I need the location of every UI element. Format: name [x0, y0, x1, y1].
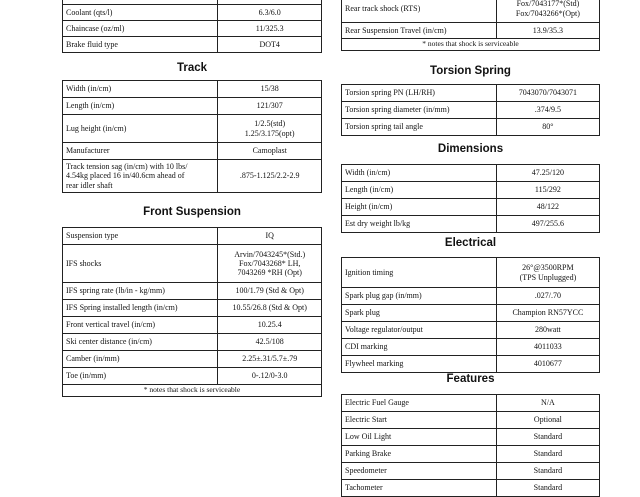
table-row	[63, 143, 322, 160]
spec-label: Parking Brake	[342, 446, 497, 463]
table-row	[63, 21, 322, 37]
spec-value: Champion RN57YCC	[496, 305, 599, 322]
table-row	[63, 351, 322, 368]
spec-label: IFS shocks	[63, 245, 218, 283]
spec-label: Front vertical travel (in/cm)	[63, 317, 218, 334]
spec-label: CDI marking	[342, 339, 497, 356]
spec-label: Length (in/cm)	[63, 98, 218, 115]
features-table	[341, 394, 600, 497]
dimensions-table	[341, 164, 600, 233]
spec-label: Length (in/cm)	[342, 182, 497, 199]
table-row	[342, 216, 600, 233]
spec-value: Optional	[496, 412, 599, 429]
spec-label: Toe (in/mm)	[63, 368, 218, 385]
spec-label: Brake fluid type	[63, 37, 218, 53]
spec-value: 4010677	[496, 356, 599, 373]
table-row	[63, 98, 322, 115]
spec-label: Low Oil Light	[342, 429, 497, 446]
spec-value: 497/255.6	[496, 216, 599, 233]
spec-label: Camber (in/mm)	[63, 351, 218, 368]
serviceable-note: * notes that shock is serviceable	[63, 385, 322, 397]
table-row	[342, 395, 600, 412]
spec-value: 10.25.4	[218, 317, 322, 334]
spec-label: IFS spring rate (lb/in - kg/mm)	[63, 283, 218, 300]
spec-label: Tachometer	[342, 480, 497, 497]
table-row	[342, 165, 600, 182]
table-row	[63, 283, 322, 300]
spec-label: Torsion spring diameter (in/mm)	[342, 102, 497, 119]
spec-label: Electric Start	[342, 412, 497, 429]
serviceable-note: * notes that shock is serviceable	[342, 39, 600, 51]
spec-label: Speedometer	[342, 463, 497, 480]
table-row	[63, 300, 322, 317]
spec-label: Coolant (qts/l)	[63, 5, 218, 21]
spec-value: Arvin/7043245*(Std.) Fox/7043268* LH, 7043269 *RH (Opt)	[218, 245, 322, 283]
table-row	[342, 480, 600, 497]
track-section-title: Track	[176, 62, 208, 74]
electrical-table	[341, 257, 600, 373]
spec-value: 100/1.79 (Std & Opt)	[218, 283, 322, 300]
table-row	[342, 429, 600, 446]
spec-label: Track tension sag (in/cm) with 10 lbs/ 4.54kg placed 16 in/40.6cm ahead of rear idler shaft	[63, 160, 218, 193]
spec-value: 280watt	[496, 322, 599, 339]
spec-value: .374/9.5	[496, 102, 599, 119]
spec-value: 7043070/7043071	[496, 85, 599, 102]
table-row	[342, 102, 600, 119]
table-row	[342, 23, 600, 39]
spec-label: Ski center distance (in/cm)	[63, 334, 218, 351]
spec-value: 48/122	[496, 199, 599, 216]
spec-value: Camoplast	[218, 143, 322, 160]
spec-label: Spark plug	[342, 305, 497, 322]
table-row	[63, 37, 322, 53]
spec-value: Standard	[496, 446, 599, 463]
table-row	[342, 356, 600, 373]
spec-label: Electric Fuel Gauge	[342, 395, 497, 412]
spec-label: Est dry weight lb/kg	[342, 216, 497, 233]
spec-label: Voltage regulator/output	[342, 322, 497, 339]
table-row	[342, 339, 600, 356]
table-row	[63, 160, 322, 193]
spec-value: 121/307	[218, 98, 322, 115]
spec-label: Torsion spring PN (LH/RH)	[342, 85, 497, 102]
table-row	[342, 288, 600, 305]
spec-label: IFS Spring installed length (in/cm)	[63, 300, 218, 317]
features-section-title: Features	[446, 373, 495, 385]
spec-value: DOT4	[218, 37, 322, 53]
electrical-section-title: Electrical	[444, 237, 497, 249]
spec-value: IQ	[218, 228, 322, 245]
table-row	[63, 368, 322, 385]
spec-value: 26°@3500RPM (TPS Unplugged)	[496, 258, 599, 288]
table-row	[342, 182, 600, 199]
table-row	[342, 463, 600, 480]
spec-label: Torsion spring tail angle	[342, 119, 497, 136]
torsion-spring-table	[341, 84, 600, 136]
spec-label: Rear track shock (RTS)	[342, 0, 497, 23]
table-row	[63, 334, 322, 351]
table-row	[342, 85, 600, 102]
table-row	[63, 81, 322, 98]
spec-value: 115/292	[496, 182, 599, 199]
table-row	[342, 305, 600, 322]
spec-value: .027/.70	[496, 288, 599, 305]
spec-label: Height (in/cm)	[342, 199, 497, 216]
table-row	[63, 317, 322, 334]
front-suspension-section-title: Front Suspension	[143, 206, 241, 218]
spec-label: Rear Suspension Travel (in/cm)	[342, 23, 497, 39]
spec-value: Standard	[496, 480, 599, 497]
table-row	[342, 199, 600, 216]
spec-label: Manufacturer	[63, 143, 218, 160]
spec-value: 6.3/6.0	[218, 5, 322, 21]
spec-label: Suspension type	[63, 228, 218, 245]
spec-value: 11/325.3	[218, 21, 322, 37]
spec-value: Fox/7043177*(Std) Fox/7043266*(Opt)	[496, 0, 599, 23]
spec-label: Lug height (in/cm)	[63, 115, 218, 143]
spec-value: 15/38	[218, 81, 322, 98]
spec-value: 13.9/35.3	[496, 23, 599, 39]
spec-value: N/A	[496, 395, 599, 412]
spec-value: 2.25±.31/5.7±.79	[218, 351, 322, 368]
spec-value: Standard	[496, 463, 599, 480]
table-row	[342, 322, 600, 339]
spec-label: Spark plug gap (in/mm)	[342, 288, 497, 305]
spec-value: 4011033	[496, 339, 599, 356]
table-row	[342, 0, 600, 23]
table-row	[342, 446, 600, 463]
dimensions-section-title: Dimensions	[437, 143, 504, 155]
spec-label: Flywheel marking	[342, 356, 497, 373]
track-table	[62, 80, 322, 193]
rear-suspension-table	[341, 0, 600, 51]
spec-label: Ignition timing	[342, 258, 497, 288]
spec-value: 80°	[496, 119, 599, 136]
spec-value: 47.25/120	[496, 165, 599, 182]
spec-label: Width (in/cm)	[342, 165, 497, 182]
spec-value: .875-1.125/2.2-2.9	[218, 160, 322, 193]
table-row	[63, 115, 322, 143]
spec-value: 1/2.5(std) 1.25/3.175(opt)	[218, 115, 322, 143]
fluids-table	[62, 0, 322, 53]
table-row	[63, 385, 322, 397]
spec-value: Standard	[496, 429, 599, 446]
table-row	[63, 245, 322, 283]
spec-label: Chaincase (oz/ml)	[63, 21, 218, 37]
table-row	[63, 5, 322, 21]
torsion-spring-section-title: Torsion Spring	[430, 65, 511, 77]
spec-value: 0-.12/0-3.0	[218, 368, 322, 385]
table-row	[342, 119, 600, 136]
spec-value: 10.55/26.8 (Std & Opt)	[218, 300, 322, 317]
spec-label: Width (in/cm)	[63, 81, 218, 98]
table-row	[342, 412, 600, 429]
front-suspension-table	[62, 227, 322, 397]
table-row	[342, 258, 600, 288]
table-row	[63, 228, 322, 245]
spec-value: 42.5/108	[218, 334, 322, 351]
table-row	[342, 39, 600, 51]
